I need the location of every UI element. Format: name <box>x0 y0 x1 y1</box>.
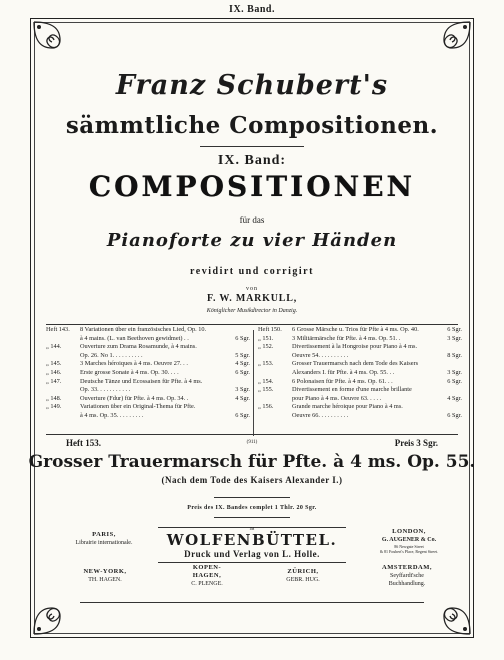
contents-entry <box>258 412 462 421</box>
contents-bottom-rule <box>46 434 458 435</box>
work-title: Grosser Trauermarsch für Pfte. à 4 ms. Op. 55. <box>28 452 476 472</box>
header-band: IX. Band. <box>229 4 275 15</box>
entry-price: 3 Sgr. <box>447 334 462 342</box>
entry-price <box>436 343 462 352</box>
entry-num: „ 153. <box>258 360 274 368</box>
entry-text: 6 Grosse Märsche u. Trios für Pfte à 4 ms. Op. 40. <box>292 326 419 333</box>
entry-num: „ 155. <box>258 386 274 394</box>
entry-text: 8 Variationen über ein französisches Lied, Op. 10. <box>80 326 207 333</box>
entry-num <box>258 352 292 361</box>
contents-entry <box>46 395 250 404</box>
agent-city: NEW-YORK, <box>83 568 127 575</box>
composer-title: Franz Schubert's <box>115 70 389 101</box>
entry-price <box>436 386 462 395</box>
entry-price: 6 Sgr. <box>447 377 462 385</box>
entry-price: 4 Sgr. <box>447 394 462 402</box>
contents-left-column <box>46 326 250 421</box>
heft-price: Preis 3 Sgr. <box>394 438 438 448</box>
entry-num <box>46 335 80 344</box>
agent-firm: TH. HAGEN. <box>88 577 122 583</box>
entry-price <box>436 403 462 412</box>
entry-price: 3 Sgr. <box>447 368 462 376</box>
agent-city: PARIS, <box>92 531 116 538</box>
contents-entry <box>258 360 462 369</box>
entry-price: 6 Sgr. <box>235 368 250 376</box>
entry-num <box>46 386 80 395</box>
agent-city: ZÜRICH, <box>287 568 319 575</box>
contents-entry <box>46 412 250 421</box>
corner-ornament-bottom-right-icon <box>420 584 474 638</box>
entry-num <box>46 412 80 421</box>
entry-num: „ 154. <box>258 377 274 385</box>
contents-right-column <box>258 326 462 421</box>
contents-entry <box>258 386 462 395</box>
agent-paris <box>62 531 146 547</box>
agent-firm: Librairie internationale. <box>75 540 133 546</box>
entry-text: 6 Polonaisen für Pfte. à 4 ms. Op. 61. . . <box>292 377 393 385</box>
entry-num: „ 145. <box>46 360 62 368</box>
contents-entry <box>46 403 250 412</box>
entry-num: „ 151. <box>258 334 274 342</box>
editor-name: F. W. MARKULL, <box>206 293 297 304</box>
agent-address: 86 Newgate Street <box>394 544 424 549</box>
entry-num <box>258 395 292 404</box>
entry-text: à 4 ms. Op. 35. . . . . . . . . <box>80 411 144 419</box>
entry-price: 4 Sgr. <box>235 360 250 368</box>
entry-price: 3 Sgr. <box>235 386 250 394</box>
contents-entry <box>46 335 250 344</box>
agent-copenhagen <box>172 564 242 588</box>
agent-firm: Buchhandlung. <box>388 581 426 587</box>
contents-top-rule <box>46 324 458 325</box>
contents-entry <box>258 326 462 335</box>
entry-num <box>258 412 292 421</box>
short-rule-2 <box>214 517 290 518</box>
entry-num: „ 144. <box>46 343 62 351</box>
agent-city: KOPEN- <box>192 564 222 571</box>
instrument-title: Pianoforte zu vier Händen <box>106 230 398 251</box>
entry-text: Divertissement en forme d'une marche brillante <box>292 386 412 394</box>
volume-title: COMPOSITIONEN <box>88 170 416 203</box>
plate-number: (911) <box>246 440 258 445</box>
agent-city: LONDON, <box>392 528 426 535</box>
entry-num <box>258 369 292 378</box>
agent-london <box>362 528 456 554</box>
entry-num: „ 149. <box>46 403 62 411</box>
entry-text: Op. 26. No 1. . . . . . . . . . <box>80 351 143 359</box>
contents-entry <box>258 369 462 378</box>
agent-firm: Seyffardt'sche <box>390 573 424 579</box>
fur-das: für das <box>239 215 265 225</box>
entry-text: Erste grosse Sonate à 4 ms. Op. 30. . . . <box>80 368 179 376</box>
entry-text: Op. 33. . . . . . . . . . . <box>80 386 131 394</box>
agent-zurich <box>266 568 340 584</box>
entry-price: 6 Sgr. <box>235 411 250 419</box>
entry-price: 6 Sgr. <box>447 411 462 419</box>
divider-rule <box>200 146 304 147</box>
entry-text: Variationen über ein Original-Thema für Pfte. <box>80 403 196 411</box>
contents-entry <box>258 403 462 412</box>
heft-number: Heft 153. <box>66 438 101 448</box>
contents-entry <box>46 369 250 378</box>
entry-text: Ouverture zum Drama Rosamunde, à 4 mains. <box>80 343 197 351</box>
band-price: Preis des IX. Bandes complet 1 Thlr. 20 Sgr. <box>187 505 317 511</box>
entry-text: Divertissement à la Hongroise pour Piano à 4 ms. <box>292 343 418 351</box>
contents-entry <box>46 378 250 387</box>
agent-city: HAGEN, <box>192 572 222 579</box>
entry-num: „ 152. <box>258 343 274 351</box>
entry-price <box>224 403 250 412</box>
entry-price: 5 Sgr. <box>235 351 250 359</box>
contents-entry <box>258 378 462 387</box>
corner-ornament-bottom-left-icon <box>30 584 84 638</box>
agent-newyork <box>60 568 150 584</box>
entry-num <box>46 352 80 361</box>
contents-entry <box>46 386 250 395</box>
entry-num: Heft 143. <box>46 326 70 333</box>
entry-price <box>224 326 250 335</box>
entry-text: Deutsche Tänze und Ecossaisen für Pfte. à 4 ms. <box>80 377 203 385</box>
work-subtitle: (Nach dem Tode des Kaisers Alexander I.) <box>161 475 343 485</box>
short-rule <box>214 497 290 498</box>
entry-price: 6 Sgr. <box>447 326 462 333</box>
collection-title: sämmtliche Compositionen. <box>65 112 439 139</box>
revision-note: revidirt und corrigirt <box>190 266 314 277</box>
contents-entry <box>258 343 462 352</box>
entry-text: 3 Marches héroiques à 4 ms. Oeuvre 27. . . <box>80 360 188 368</box>
contents-entry <box>46 360 250 369</box>
contents-entry <box>258 335 462 344</box>
entry-text: Grosser Trauermarsch nach dem Tode des Kaisers <box>292 360 419 368</box>
corner-ornament-top-left-icon <box>30 18 84 72</box>
corner-ornament-top-right-icon <box>420 18 474 72</box>
entry-text: Ouverture (Fdur) für Pfte. à 4 ms. Op. 34. . <box>80 394 189 402</box>
von-label: von <box>246 286 258 292</box>
entry-price: 4 Sgr. <box>235 394 250 402</box>
entry-price: 8 Sgr. <box>447 351 462 359</box>
contents-entry <box>46 343 250 352</box>
publisher-im: IM <box>249 526 255 531</box>
agent-city: AMSTERDAM, <box>382 564 432 571</box>
entry-price <box>224 378 250 387</box>
agent-firm: GEBR. HUG. <box>286 577 320 583</box>
entry-price: 6 Sgr. <box>235 334 250 342</box>
entry-num: „ 147. <box>46 377 62 385</box>
agent-address: & 81 Foubert's Place, Regent Street. <box>379 549 439 554</box>
publisher-line: Druck und Verlag von L. Holle. <box>184 549 320 559</box>
contents-entry <box>258 352 462 361</box>
agent-firm: G. AUGENER & Co. <box>381 537 437 543</box>
entry-text: Oeuvre 54. . . . . . . . . . <box>292 351 349 359</box>
entry-num: „ 146. <box>46 368 62 376</box>
agent-firm: C. PLENGE. <box>191 581 223 587</box>
entry-text: 3 Militärmärsche für Pfte. à 4 ms. Op. 51. . <box>292 334 401 342</box>
entry-num: Heft 150. <box>258 326 282 333</box>
entry-text: pour Piano à 4 ms. Oeuvre 63. . . . . <box>292 394 382 402</box>
entry-text: à 4 mains. (L. van Beethoven gewidmet) . . <box>80 334 189 342</box>
contents-entry <box>46 326 250 335</box>
editor-title: Königlicher Musikdirector in Danzig. <box>206 308 298 314</box>
contents-entry <box>46 352 250 361</box>
entry-text: Oeuvre 66. . . . . . . . . . <box>292 411 349 419</box>
entry-text: Grande marche héroique pour Piano à 4 ms. <box>292 403 403 411</box>
entry-num: „ 148. <box>46 394 62 402</box>
entry-text: Alexanders I. für Pfte. à 4 ms. Op. 55. . . <box>292 368 395 376</box>
publisher-city: WOLFENBÜTTEL. <box>166 531 338 549</box>
contents-entry <box>258 395 462 404</box>
entry-price <box>224 343 250 352</box>
contents-column-separator <box>253 330 254 436</box>
agent-amsterdam <box>362 564 452 588</box>
entry-price <box>436 360 462 369</box>
bottom-rule <box>80 602 424 603</box>
entry-num: „ 156. <box>258 403 274 411</box>
band-label: IX. Band: <box>217 153 287 168</box>
